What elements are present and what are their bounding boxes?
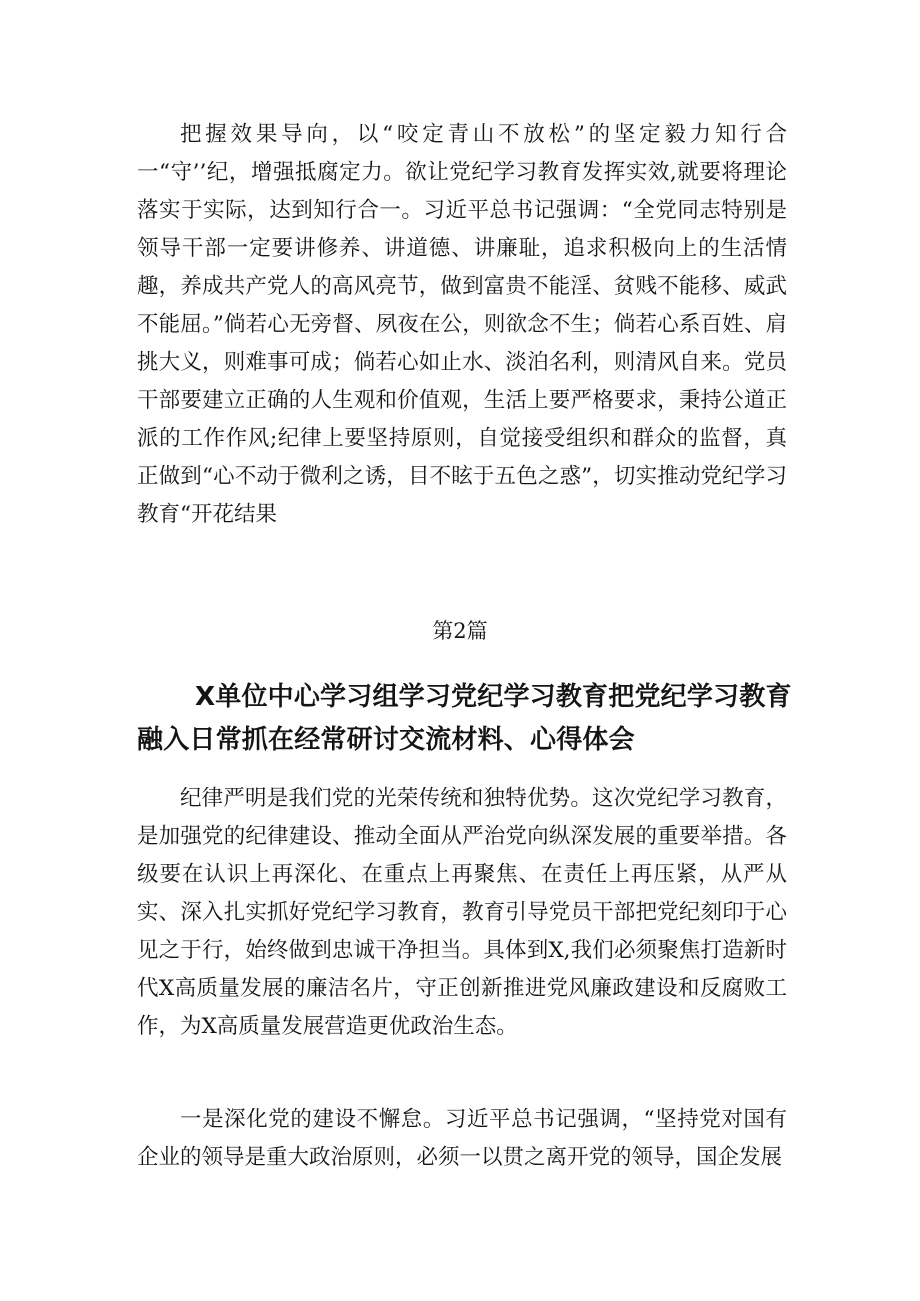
body-paragraph-2: 纪律严明是我们党的光荣传统和独特优势。这次党纪学习教育，是加强党的纪律建设、推动全面从严治党向纵深发展的重要举措。各级要在认识上再深化、在重点上再聚焦、在责任上再压紧，从严从实、深入扎实抓好党纪学习教育，教育引导党员干部把党纪刻印于心见之于行，始终做到忠诚干净担当。具体到X,我们必须聚焦打造新时代X高质量发展的廉洁名片，守正创新推进党风廉政建设和反腐败工作，为X高质量发展营造更优政治生态。 xyxy=(137,786,787,1039)
body-paragraph-3: 一是深化党的建设不懈怠。习近平总书记强调，“坚持党对国有企业的领导是重大政治原则，必须一以贯之离开党的领导，国企发展 xyxy=(137,1107,787,1170)
document-title: X单位中心学习组学习党纪学习教育把党纪学习教育融入日常抓在经常研讨交流材料、心得体会 xyxy=(137,682,792,755)
body-paragraph-1: 把握效果导向，以“咬定青山不放松”的坚定毅力知行合一“守’’纪，增强抵腐定力。欲让党纪学习教育发挥实效,就要将理论落实于实际，达到知行合一。习近平总书记强调：“全党同志特别是领导干部一定要讲修养、讲道德、讲廉耻，追求积极向上的生活情趣，养成共产党人的高风亮节，做到富贵不能淫、贫贱不能移、威武不能屈。”倘若心无旁督、夙夜在公，则欲念不生；倘若心系百姓、肩挑大义，则难事可成；倘若心如止水、淡泊名利，则清风自来。党员干部要建立正确的人生观和价值观，生活上要严格要求，秉持公道正派的工作作风;纪律上要坚持原则，自觉接受组织和群众的监督，真正做到“心不动于微利之诱，目不眩于五色之惑”，切实推动党纪学习教育“开花结果 xyxy=(137,122,787,527)
section-label: 第2篇 xyxy=(432,619,488,643)
